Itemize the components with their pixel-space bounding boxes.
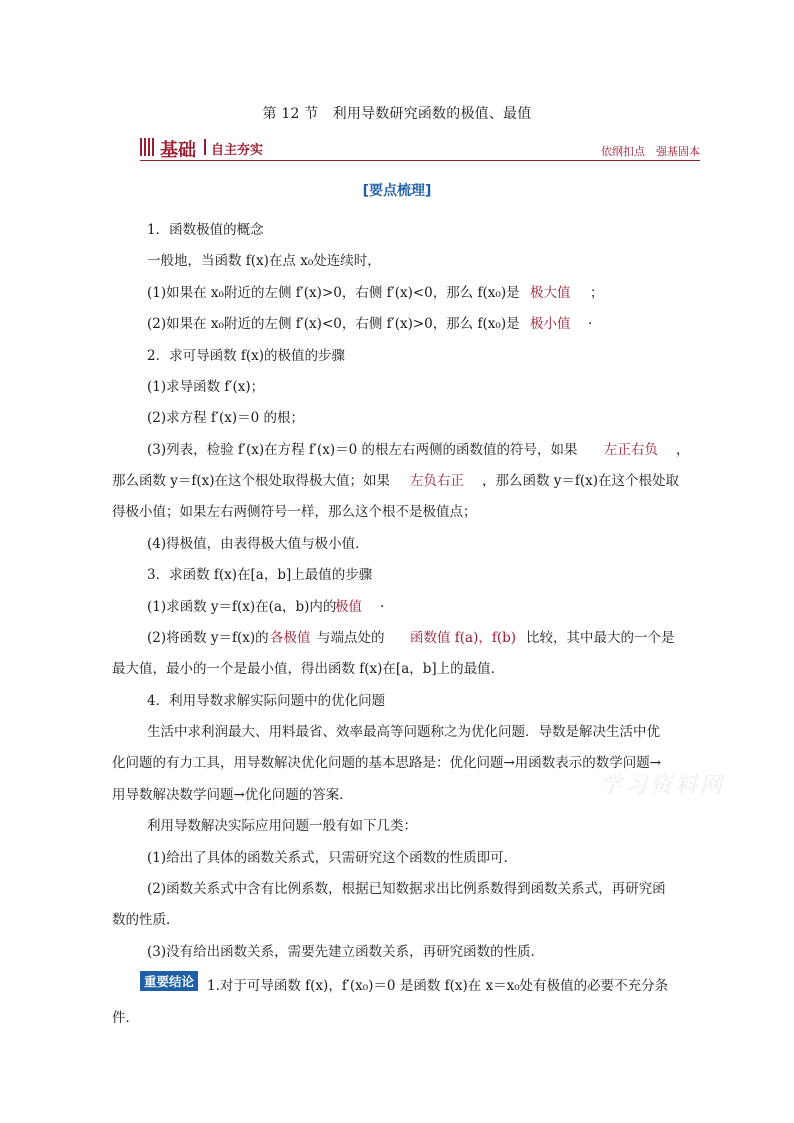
section-banner xyxy=(140,136,700,161)
answer-blank: 左负右正 xyxy=(410,473,464,489)
section-heading: [要点梳理] xyxy=(362,183,432,199)
answer-blank: 函数值 f(a)，f(b) xyxy=(410,630,517,646)
banner-main-label: 基础 xyxy=(160,140,196,161)
answer-blank: 极小值 xyxy=(530,316,571,332)
banner-stripe-icon xyxy=(140,138,154,156)
page-title: 第 12 节 利用导数研究函数的极值、最值 xyxy=(262,106,532,122)
banner-sub-label: 自主夯实 xyxy=(211,143,264,158)
banner-divider xyxy=(204,139,206,155)
banner-right-label: 依纲扣点 强基固本 xyxy=(601,145,700,158)
answer-blank: 左正右负 xyxy=(604,442,658,458)
answer-blank: 极值 xyxy=(335,599,362,615)
watermark: 学习资料网 xyxy=(600,773,726,798)
key-conclusion-badge: 重要结论 xyxy=(140,971,198,991)
answer-blank: 极大值 xyxy=(530,285,571,301)
answer-blank: 各极值 xyxy=(270,630,311,646)
